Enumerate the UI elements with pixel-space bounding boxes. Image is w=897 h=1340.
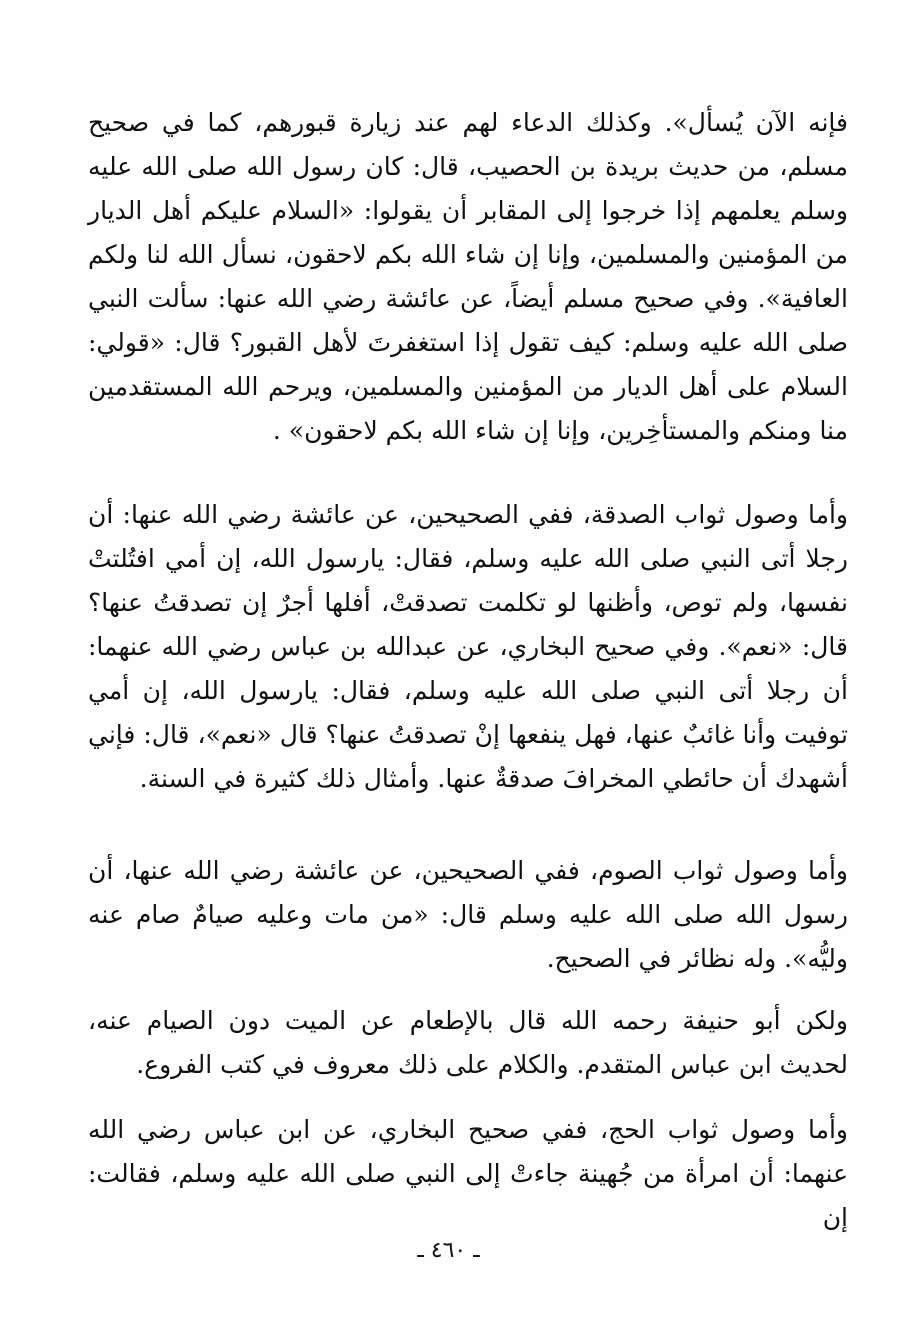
paragraph-3-block [88,849,848,981]
paragraph-5-block [88,1108,848,1240]
paragraph-1: فإنه الآن يُسأل». وكذلك الدعاء لهم عند زيارة قبورهم، كما في صحيح مسلم، من حديث بريدة بن الحصيب، قال: كان رسول الله صلى الله عليه وسلم يعلمهم إذا خرجوا إلى المقابر أن يقولوا: «السلام عليكم أهل الديار من المؤمنين والمسلمين، وإنا إن شاء الله بكم لاحقون، نسأل الله لنا ولكم العافية». وفي صحيح مسلم أيضاً، عن عائشة رضي الله عنها: سألت النبي صلى الله عليه وسلم: كيف تقول إذا استغفرتَ لأهل القبور؟ قال: «قولي: السلام على أهل الديار من المؤمنين والمسلمين، ويرحم الله المستقدمين منا ومنكم والمستأخِرين، وإنا إن شاء الله بكم لاحقون» . [88,108,848,445]
paragraph-2-block [88,493,848,801]
paragraph-4: ولكن أبو حنيفة رحمه الله قال بالإطعام عن الميت دون الصيام عنه، لحديث ابن عباس المتقدم. والكلام على ذلك معروف في كتب الفروع. [88,1006,848,1079]
paragraph-4-block [88,999,848,1087]
paragraph-1-block [88,101,848,453]
page-number: ـ ٤٦٠ ـ [417,1238,480,1263]
paragraph-5: وأما وصول ثواب الحج، ففي صحيح البخاري، عن ابن عباس رضي الله عنهما: أن امرأة من جُهينة جاءتْ إلى النبي صلى الله عليه وسلم، فقالت: إن [88,1115,848,1232]
paragraph-3: وأما وصول ثواب الصوم، ففي الصحيحين، عن عائشة رضي الله عنها، أن رسول الله صلى الله عليه وسلم قال: «من مات وعليه صيامٌ صام عنه وليُّه». وله نظائر في الصحيح. [88,856,848,973]
paragraph-2: وأما وصول ثواب الصدقة، ففي الصحيحين، عن عائشة رضي الله عنها: أن رجلا أتى النبي صلى الله عليه وسلم، فقال: يارسول الله، إن أمي افتُلتتْ نفسها، ولم توص، وأظنها لو تكلمت تصدقتْ، أفلها أجرٌ إن تصدقتُ عنها؟ قال: «نعم». وفي صحيح البخاري، عن عبدالله بن عباس رضي الله عنهما: أن رجلا أتى النبي صلى الله عليه وسلم، فقال: يارسول الله، إن أمي توفيت وأنا غائبٌ عنها، فهل ينفعها إنْ تصدقتُ عنها؟ قال «نعم»، قال: فإني أشهدك أن حائطي المخرافَ صدقةٌ عنها. وأمثال ذلك كثيرة في السنة. [88,500,848,793]
